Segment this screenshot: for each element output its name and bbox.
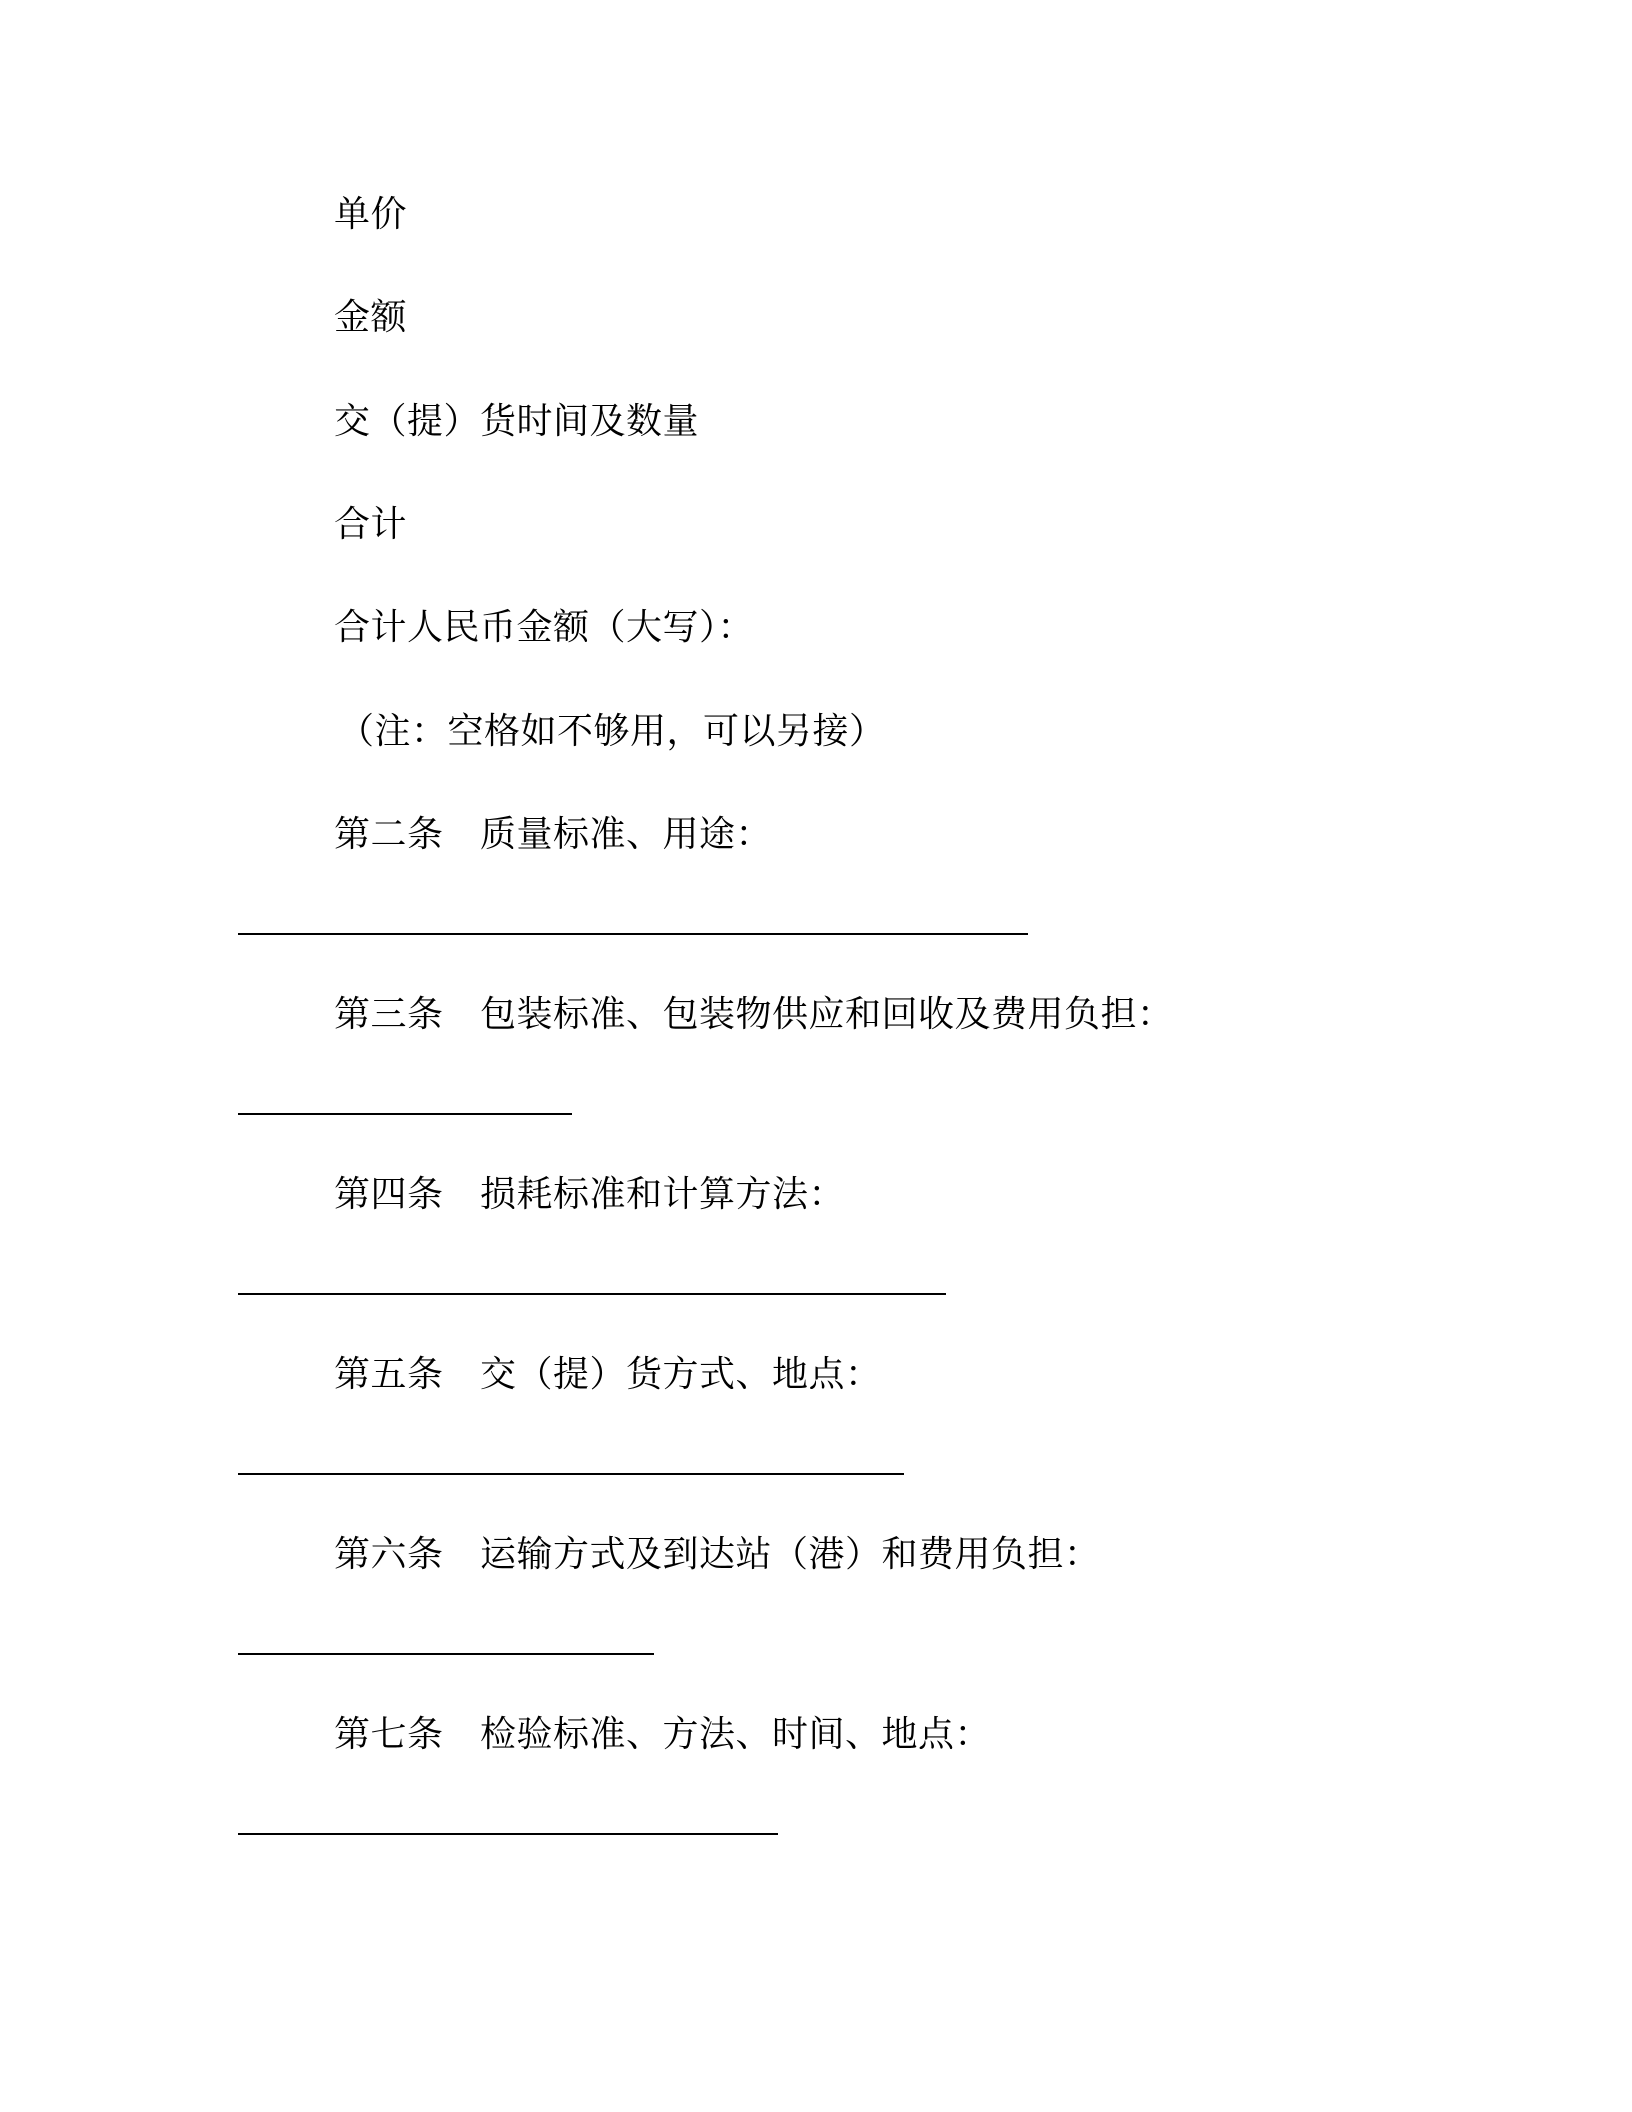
fill-in-blank-line <box>238 933 1028 935</box>
fill-in-blank-line <box>238 1833 778 1835</box>
field-amount: 金额 <box>334 297 408 338</box>
article-6: 第六条 运输方式及到达站（港）和费用负担： <box>334 1534 1101 1575</box>
fill-in-blank-line <box>238 1293 946 1295</box>
field-total: 合计 <box>334 504 408 545</box>
field-unit-price: 单价 <box>334 194 408 235</box>
fill-in-blank-line <box>238 1113 572 1115</box>
field-delivery-time-quantity: 交（提）货时间及数量 <box>334 401 700 442</box>
note-text: （注：空格如不够用，可以另接） <box>338 711 886 752</box>
article-5: 第五条 交（提）货方式、地点： <box>334 1354 882 1395</box>
article-2: 第二条 质量标准、用途： <box>334 814 773 855</box>
fill-in-blank-line <box>238 1473 904 1475</box>
article-7: 第七条 检验标准、方法、时间、地点： <box>334 1714 992 1755</box>
article-3: 第三条 包装标准、包装物供应和回收及费用负担： <box>334 994 1174 1035</box>
article-4: 第四条 损耗标准和计算方法： <box>334 1174 846 1215</box>
field-total-rmb-amount: 合计人民币金额（大写）： <box>334 607 755 648</box>
fill-in-blank-line <box>238 1653 654 1655</box>
